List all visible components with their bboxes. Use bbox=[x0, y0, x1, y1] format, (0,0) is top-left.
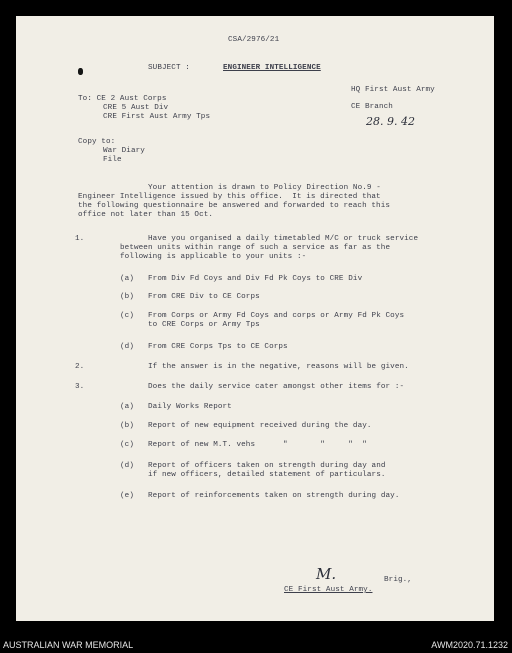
q3-item-label: (a) bbox=[120, 403, 134, 411]
q3-item-text: Daily Works Report bbox=[148, 403, 232, 411]
q1-text-line: between units within range of such a service as far as the bbox=[120, 244, 391, 252]
to-line: To: CE 2 Aust Corps bbox=[78, 95, 167, 103]
q1-item-text: From CRE Corps Tps to CE Corps bbox=[148, 343, 288, 351]
q3-item-text: if new officers, detailed statement of particulars. bbox=[148, 471, 386, 479]
to-line: CRE 5 Aust Div bbox=[103, 104, 169, 112]
q1-item-text: From CRE Div to CE Corps bbox=[148, 293, 260, 301]
q1-text-line: Have you organised a daily timetabled M/C or truck service bbox=[148, 235, 419, 243]
from-line-1: HQ First Aust Army bbox=[351, 86, 435, 94]
punch-hole bbox=[78, 68, 83, 75]
q3-item-text: Report of new M.T. vehs " " " " bbox=[148, 441, 367, 449]
q3-item-text: Report of reinforcements taken on strength during day. bbox=[148, 492, 400, 500]
subject-title: ENGINEER INTELLIGENCE bbox=[223, 64, 321, 72]
q1-item-text: From Div Fd Coys and Div Fd Pk Coys to CRE Div bbox=[148, 275, 363, 283]
q3-item-label: (b) bbox=[120, 422, 134, 430]
q3-item-label: (c) bbox=[120, 441, 134, 449]
q1-item-text: to CRE Corps or Army Tps bbox=[148, 321, 260, 329]
footer-archive-id: AWM2020.71.1232 bbox=[431, 640, 508, 650]
q1-number: 1. bbox=[75, 235, 85, 243]
q1-item-text: From Corps or Army Fd Coys and corps or Army Fd Pk Coys bbox=[148, 312, 405, 320]
q3-item-label: (d) bbox=[120, 462, 134, 470]
intro-line: office not later than 15 Oct. bbox=[78, 211, 214, 219]
copy-line: File bbox=[103, 156, 122, 164]
signoff-title: CE First Aust Army. bbox=[284, 586, 373, 594]
q1-text-line: following is applicable to your units :- bbox=[120, 253, 307, 261]
intro-line: the following questionnaire be answered and forwarded to reach this bbox=[78, 202, 391, 210]
copy-line: War Diary bbox=[103, 147, 145, 155]
q3-number: 3. bbox=[75, 383, 85, 391]
handwritten-signature: M. bbox=[316, 565, 337, 583]
q3-item-label: (e) bbox=[120, 492, 134, 500]
q1-item-label: (c) bbox=[120, 312, 134, 320]
handwritten-date: 28. 9. 42 bbox=[366, 115, 415, 128]
signoff-rank: Brig., bbox=[384, 576, 412, 584]
intro-line: Your attention is drawn to Policy Direction No.9 - bbox=[148, 184, 381, 192]
q3-item-text: Report of officers taken on strength during day and bbox=[148, 462, 386, 470]
q2-number: 2. bbox=[75, 363, 85, 371]
q1-item-label: (a) bbox=[120, 275, 134, 283]
reference-number: CSA/2976/21 bbox=[228, 36, 280, 44]
document-page bbox=[16, 16, 494, 621]
from-line-2: CE Branch bbox=[351, 103, 393, 111]
copy-to-label: Copy to: bbox=[78, 138, 116, 146]
q3-text: Does the daily service cater amongst other items for :- bbox=[148, 383, 405, 391]
q2-text: If the answer is in the negative, reasons will be given. bbox=[148, 363, 409, 371]
to-line: CRE First Aust Army Tps bbox=[103, 113, 211, 121]
q1-item-label: (d) bbox=[120, 343, 134, 351]
q3-item-text: Report of new equipment received during the day. bbox=[148, 422, 372, 430]
footer-archive-name: AUSTRALIAN WAR MEMORIAL bbox=[3, 640, 134, 650]
subject-label: SUBJECT : bbox=[148, 64, 190, 72]
q1-item-label: (b) bbox=[120, 293, 134, 301]
intro-line: Engineer Intelligence issued by this office. It is directed that bbox=[78, 193, 381, 201]
